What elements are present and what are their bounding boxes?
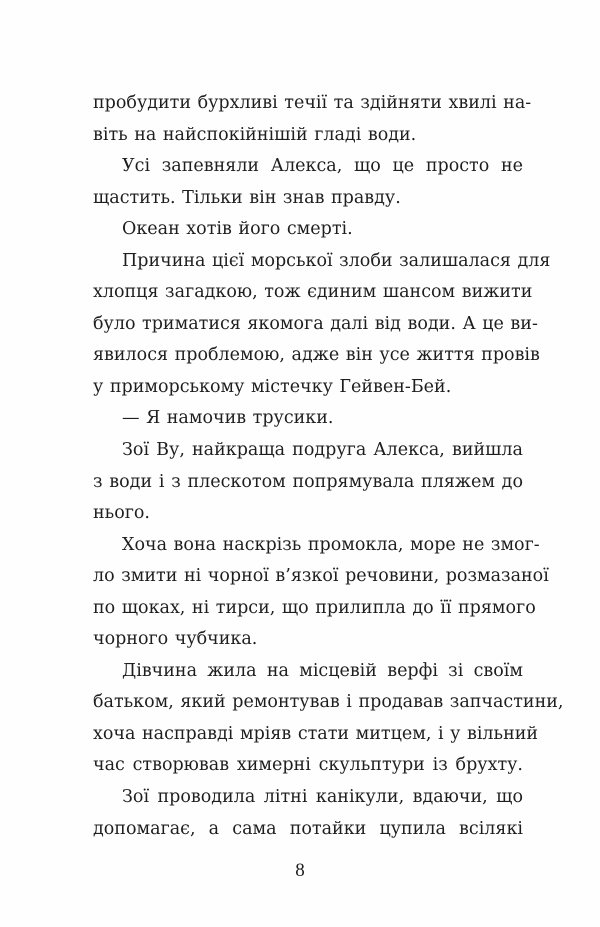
text-line: Зої Ву, найкраща подруга Алекса, вийшла: [122, 440, 523, 461]
text-line: Причина цієї морської злоби залишалася для: [122, 250, 551, 271]
text-line: у приморському містечку Гейвен-Бей.: [93, 376, 452, 397]
text-line: нього.: [93, 503, 150, 524]
text-line: ло змити ні чорної в’язкої речовини, розмазаної: [93, 566, 549, 587]
text-line: було триматися якомога далі від води. А це ви-: [93, 313, 538, 334]
page-number: 8: [295, 860, 305, 881]
text-line: Океан хотів його смерті.: [122, 219, 353, 240]
text-line: допомагає, а сама потайки цупила всілякі: [93, 818, 523, 839]
text-line: чорного чубчика.: [93, 629, 258, 650]
text-line: хлопця загадкою, тож єдиним шансом вижити: [93, 282, 533, 303]
text-line: час створював химерні скульптури із брухту.: [93, 755, 523, 776]
text-line: Зої проводила літні канікули, вдаючи, що: [122, 787, 523, 808]
text-line: з води і з плескотом попрямувала пляжем до: [93, 471, 523, 492]
text-line: Хоча вона наскрізь промокла, море не змог-: [122, 534, 540, 555]
text-line: Дівчина жила на місцевій верфі зі своїм: [122, 660, 523, 681]
text-line: хоча насправді мріяв стати митцем, і у вільний: [93, 723, 539, 744]
text-line: пробудити бурхливі течії та здійняти хвилі на-: [93, 93, 532, 113]
text-line: щастить. Тільки він знав правду.: [93, 187, 401, 208]
text-line: батьком, який ремонтував і продавав запчастини,: [93, 692, 564, 713]
page-body-text: [93, 88, 564, 845]
text-line: Усі запевняли Алекса, що це просто не: [122, 156, 523, 177]
text-line: віть на найспокійнішій гладі води.: [93, 124, 417, 145]
text-line: явилося проблемою, адже він усе життя провів: [93, 345, 540, 366]
text-line: — Я намочив трусики.: [122, 408, 334, 429]
text-line: по щоках, ні тирси, що прилипла до її прямого: [93, 597, 536, 618]
